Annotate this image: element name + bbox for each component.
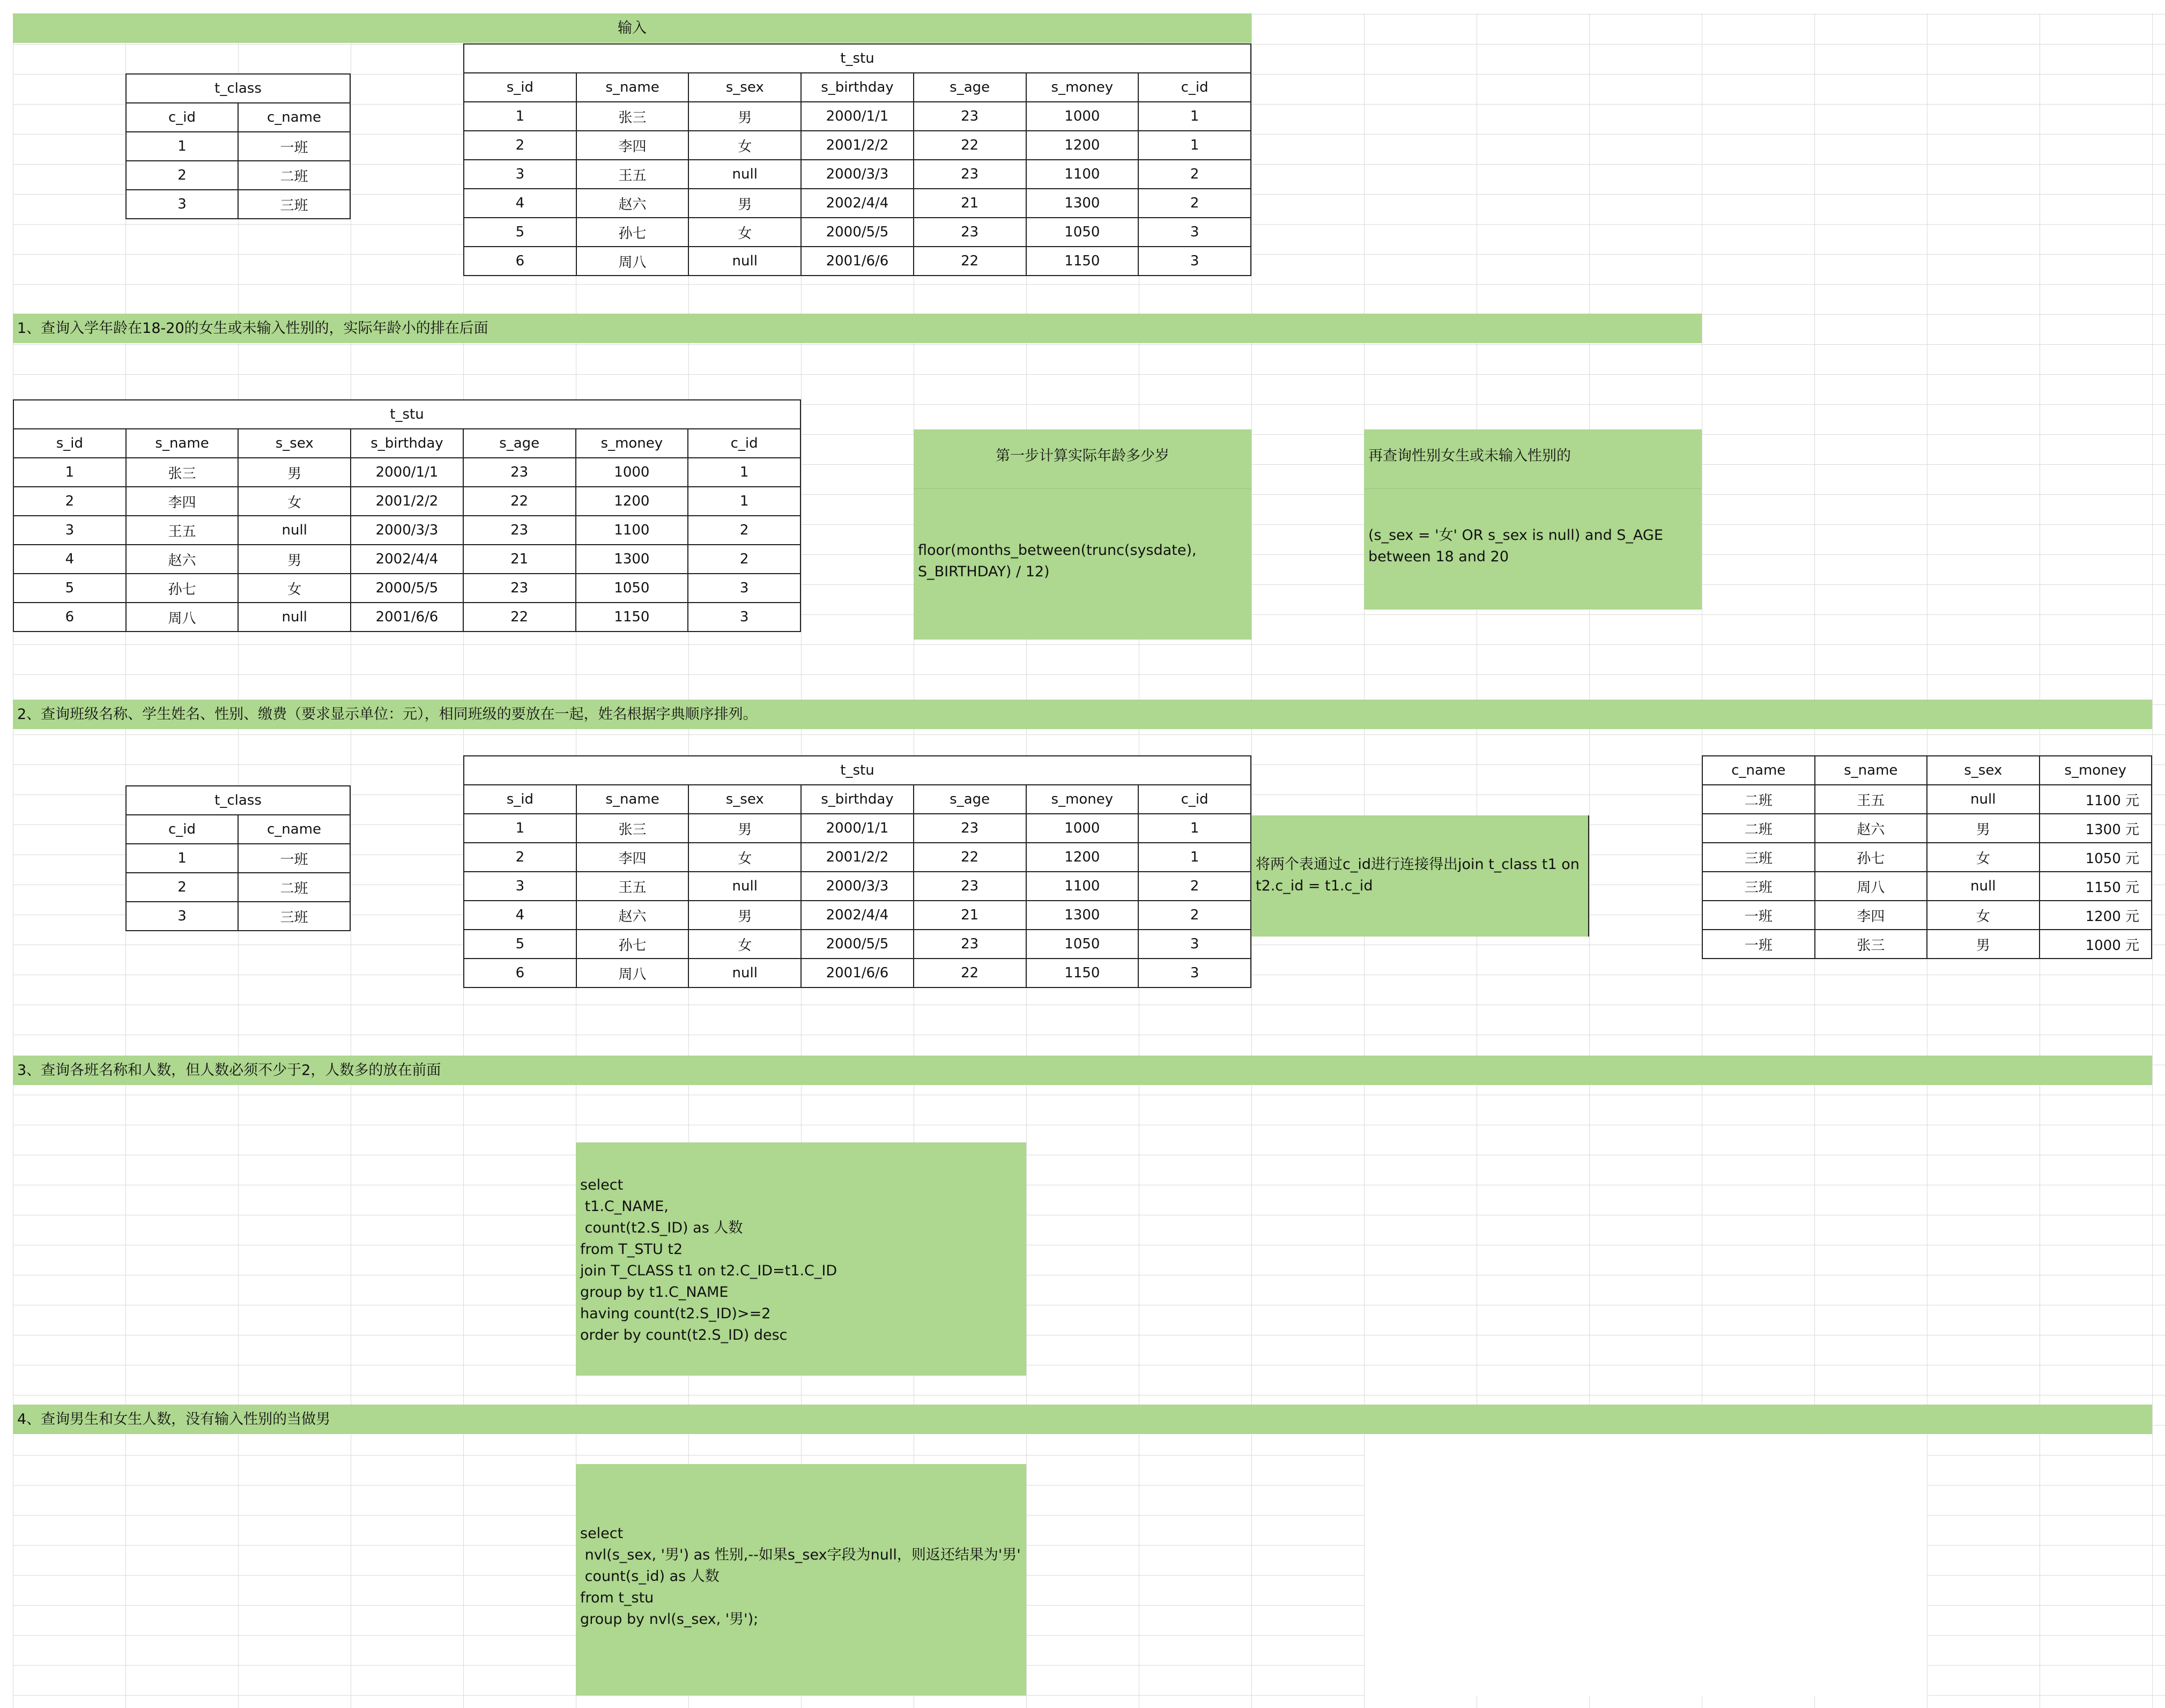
table-title-row <box>126 74 350 103</box>
input-section-title: 输入 <box>13 13 1251 43</box>
table-cell: 周八 <box>1815 872 1927 901</box>
table-cell: 孙七 <box>576 930 689 959</box>
column-header: s_name <box>576 73 689 102</box>
table-cell: 5 <box>13 574 126 603</box>
table-cell: 4 <box>13 545 126 574</box>
table-cell: 22 <box>463 603 576 632</box>
table-cell: 王五 <box>576 872 689 901</box>
table-row <box>1702 785 2152 814</box>
q1-step1-body-line2: S_BIRTHDAY) / 12) <box>918 563 1050 580</box>
table-cell: 三班 <box>238 190 350 219</box>
table-cell: 二班 <box>238 873 350 902</box>
t-stu-table-q1 <box>13 399 801 632</box>
table-cell: 女 <box>688 218 801 247</box>
table-row <box>13 487 800 516</box>
table-cell: 2000/1/1 <box>801 102 914 131</box>
table-cell: 二班 <box>238 161 350 190</box>
table-cell: 一班 <box>1702 901 1815 930</box>
table-row <box>464 930 1251 959</box>
q1-step2-body-line2: between 18 and 20 <box>1368 548 1509 565</box>
table-cell: 张三 <box>1815 930 1927 959</box>
t-stu-table-input <box>463 43 1251 276</box>
table-cell: 1150 <box>1026 247 1139 276</box>
table-cell: 21 <box>463 545 576 574</box>
column-header: s_birthday <box>801 73 914 102</box>
table-row <box>13 458 800 487</box>
table-cell: 一班 <box>238 844 350 873</box>
table-cell: 男 <box>1927 930 2040 959</box>
table-cell: 23 <box>463 458 576 487</box>
table-cell: 孙七 <box>576 218 689 247</box>
table-row <box>1702 814 2152 843</box>
table-title-row <box>464 756 1251 785</box>
column-header: s_id <box>464 73 576 102</box>
table-cell: 2 <box>1138 901 1251 930</box>
column-header: c_id <box>688 429 800 458</box>
table-cell: 5 <box>464 930 576 959</box>
t-class-title: t_class <box>126 74 350 103</box>
table-row <box>126 902 350 931</box>
t-class-table-input <box>125 73 351 219</box>
table-cell: 男 <box>1927 814 2040 843</box>
table-cell: 1 <box>464 814 576 843</box>
table-cell: 1200 元 <box>2040 901 2152 930</box>
q1-step1-title: 第一步计算实际年龄多少岁 <box>996 448 1169 464</box>
table-cell: 1100 <box>576 516 688 545</box>
table-row <box>126 161 350 190</box>
table-cell: 1 <box>1138 102 1251 131</box>
q4-title: 4、查询男生和女生人数，没有输入性别的当做男 <box>13 1405 2152 1434</box>
table-cell: 男 <box>688 189 801 218</box>
table-cell: 赵六 <box>576 901 689 930</box>
table-cell: 1050 <box>576 574 688 603</box>
table-row <box>126 844 350 873</box>
q2-join-note-line2: t2.c_id = t1.c_id <box>1256 878 1373 894</box>
table-cell: 1200 <box>576 487 688 516</box>
table-cell: 1200 <box>1026 131 1139 160</box>
column-header: s_birthday <box>801 785 914 814</box>
table-cell: 王五 <box>126 516 239 545</box>
q2-result-table <box>1702 755 2152 959</box>
q1-step2-title: 再查询性别女生或未输入性别的 <box>1368 448 1571 464</box>
table-cell: 女 <box>688 131 801 160</box>
table-cell: null <box>688 959 801 987</box>
table-cell: 1000 <box>576 458 688 487</box>
table-cell: 21 <box>914 901 1026 930</box>
q3-sql-box: select t1.C_NAME, count(t2.S_ID) as 人数 from T_STU t2 join T_CLASS t1 on t2.C_ID=t1.C_ID group by t1.C_NAME having count(t2.S_ID)>=2 order by count(t2.S_ID) desc <box>576 1142 1026 1376</box>
sheet-left-margin <box>0 0 13 1708</box>
table-cell: 男 <box>688 901 801 930</box>
table-cell: 1150 <box>1026 959 1139 987</box>
q1-step2-box <box>1364 429 1702 610</box>
q4-sql-box: select nvl(s_sex, '男') as 性别,--如果s_sex字段为null，则返还结果为'男' count(s_id) as 人数 from t_stu group by nvl(s_sex, '男'); <box>576 1464 1026 1696</box>
table-cell: 1100 <box>1026 872 1139 901</box>
table-cell: 6 <box>13 603 126 632</box>
table-cell: 2 <box>688 545 800 574</box>
column-header: s_id <box>13 429 126 458</box>
table-cell: 4 <box>464 901 576 930</box>
table-cell: 1 <box>464 102 576 131</box>
table-cell: 1100 元 <box>2040 785 2152 814</box>
table-cell: 23 <box>463 574 576 603</box>
table-cell: 23 <box>914 160 1026 189</box>
table-row <box>464 843 1251 872</box>
column-header: s_money <box>576 429 688 458</box>
table-row <box>126 132 350 161</box>
table-cell: 王五 <box>576 160 689 189</box>
table-cell: 2001/6/6 <box>351 603 463 632</box>
table-row <box>1702 843 2152 872</box>
table-cell: 2000/5/5 <box>801 930 914 959</box>
table-cell: 1300 <box>1026 189 1139 218</box>
q2-join-note <box>1251 815 1589 937</box>
column-header: s_id <box>464 785 576 814</box>
table-cell: 女 <box>1927 843 2040 872</box>
q2-title: 2、查询班级名称、学生姓名、性别、缴费（要求显示单位：元），相同班级的要放在一起，姓名根据字典顺序排列。 <box>13 700 2152 729</box>
table-row <box>464 131 1251 160</box>
table-header-row <box>13 429 800 458</box>
table-cell: 2 <box>1138 872 1251 901</box>
table-row <box>464 959 1251 987</box>
table-row <box>13 545 800 574</box>
table-cell: 3 <box>1138 959 1251 987</box>
table-cell: 23 <box>914 814 1026 843</box>
t-stu-title: t_stu <box>464 44 1251 73</box>
t-stu-table-q2 <box>463 755 1251 988</box>
table-cell: 2 <box>464 843 576 872</box>
table-cell: 1050 <box>1026 218 1139 247</box>
table-cell: 2 <box>1138 189 1251 218</box>
table-cell: 2001/2/2 <box>801 131 914 160</box>
table-cell: 1150 元 <box>2040 872 2152 901</box>
column-header: c_id <box>126 103 238 132</box>
q1-step2-body-line1: (s_sex = '女' OR s_sex is null) and S_AGE <box>1368 527 1663 544</box>
table-cell: 男 <box>688 814 801 843</box>
column-header: s_money <box>1026 73 1139 102</box>
sheet-top-margin <box>0 0 2165 13</box>
table-cell: null <box>688 247 801 276</box>
table-cell: 男 <box>688 102 801 131</box>
table-cell: 22 <box>914 247 1026 276</box>
column-header: s_age <box>914 73 1026 102</box>
table-cell: 1000 <box>1026 814 1139 843</box>
table-cell: 周八 <box>126 603 239 632</box>
table-cell: 三班 <box>1702 843 1815 872</box>
table-cell: 3 <box>126 902 238 931</box>
column-header: c_id <box>126 815 238 844</box>
table-cell: 李四 <box>576 131 689 160</box>
q1-step1-body-line1: floor(months_between(trunc(sysdate), <box>918 542 1197 559</box>
table-title-row <box>126 786 350 815</box>
table-cell: null <box>1927 785 2040 814</box>
column-header: s_name <box>576 785 689 814</box>
table-row <box>126 190 350 219</box>
table-cell: 1 <box>13 458 126 487</box>
table-cell: null <box>1927 872 2040 901</box>
table-cell: 2001/6/6 <box>801 959 914 987</box>
table-row <box>13 574 800 603</box>
table-cell: 21 <box>914 189 1026 218</box>
table-cell: 2000/1/1 <box>801 814 914 843</box>
column-header: s_sex <box>688 73 801 102</box>
table-cell: null <box>238 516 351 545</box>
table-cell: 2000/1/1 <box>351 458 463 487</box>
table-cell: 2002/4/4 <box>801 189 914 218</box>
column-header: s_age <box>914 785 1026 814</box>
table-cell: 6 <box>464 959 576 987</box>
table-cell: 周八 <box>576 959 689 987</box>
table-row <box>464 189 1251 218</box>
table-header-row <box>126 103 350 132</box>
table-cell: 孙七 <box>1815 843 1927 872</box>
table-cell: 三班 <box>238 902 350 931</box>
table-cell: 2 <box>13 487 126 516</box>
table-row <box>13 603 800 632</box>
table-row <box>464 814 1251 843</box>
table-cell: 李四 <box>576 843 689 872</box>
column-header: c_name <box>238 103 350 132</box>
table-cell: 23 <box>914 102 1026 131</box>
t-class-table-q2 <box>125 785 351 931</box>
table-cell: 6 <box>464 247 576 276</box>
table-cell: 1 <box>1138 131 1251 160</box>
table-cell: 3 <box>1138 218 1251 247</box>
table-cell: 三班 <box>1702 872 1815 901</box>
column-header: s_money <box>2040 756 2152 785</box>
column-header: s_sex <box>688 785 801 814</box>
column-header: c_name <box>238 815 350 844</box>
table-cell: 李四 <box>1815 901 1927 930</box>
table-cell: 一班 <box>238 132 350 161</box>
table-cell: 女 <box>688 843 801 872</box>
table-cell: 1300 <box>1026 901 1139 930</box>
table-cell: 22 <box>914 843 1026 872</box>
table-row <box>126 873 350 902</box>
table-cell: 3 <box>464 872 576 901</box>
table-cell: null <box>688 872 801 901</box>
table-cell: 1300 <box>576 545 688 574</box>
t-stu-title: t_stu <box>464 756 1251 785</box>
table-cell: 1050 <box>1026 930 1139 959</box>
table-cell: 2000/5/5 <box>801 218 914 247</box>
blank-region <box>1365 1435 1927 1696</box>
q3-title: 3、查询各班名称和人数，但人数必须不少于2，人数多的放在前面 <box>13 1056 2152 1085</box>
table-cell: 2000/5/5 <box>351 574 463 603</box>
column-header: c_id <box>1138 785 1251 814</box>
table-cell: 男 <box>238 545 351 574</box>
table-cell: 3 <box>688 574 800 603</box>
table-cell: 22 <box>463 487 576 516</box>
table-row <box>464 247 1251 276</box>
table-cell: null <box>238 603 351 632</box>
t-class-title: t_class <box>126 786 350 815</box>
table-cell: 1100 <box>1026 160 1139 189</box>
table-cell: 张三 <box>126 458 239 487</box>
table-cell: 2001/2/2 <box>801 843 914 872</box>
table-cell: 李四 <box>126 487 239 516</box>
q1-title: 1、查询入学年龄在18-20的女生或未输入性别的，实际年龄小的排在后面 <box>13 314 1702 343</box>
table-cell: 1050 元 <box>2040 843 2152 872</box>
table-header-row <box>464 73 1251 102</box>
table-header-row <box>464 785 1251 814</box>
table-cell: 2002/4/4 <box>351 545 463 574</box>
table-cell: 2000/3/3 <box>801 160 914 189</box>
table-row <box>1702 930 2152 959</box>
column-header: s_sex <box>238 429 351 458</box>
table-cell: 2002/4/4 <box>801 901 914 930</box>
table-cell: 赵六 <box>1815 814 1927 843</box>
table-cell: 23 <box>463 516 576 545</box>
table-cell: 2000/3/3 <box>801 872 914 901</box>
table-cell: 3 <box>464 160 576 189</box>
table-cell: 张三 <box>576 102 689 131</box>
table-cell: 二班 <box>1702 814 1815 843</box>
q1-step1-box <box>914 429 1251 640</box>
table-cell: 周八 <box>576 247 689 276</box>
table-cell: 2001/6/6 <box>801 247 914 276</box>
column-header: s_money <box>1026 785 1139 814</box>
table-cell: 1 <box>126 132 238 161</box>
table-cell: 4 <box>464 189 576 218</box>
table-cell: 一班 <box>1702 930 1815 959</box>
table-row <box>1702 872 2152 901</box>
table-cell: 2 <box>1138 160 1251 189</box>
column-header: s_sex <box>1927 756 2040 785</box>
table-cell: 女 <box>1927 901 2040 930</box>
table-cell: 5 <box>464 218 576 247</box>
table-cell: 1300 元 <box>2040 814 2152 843</box>
table-cell: null <box>688 160 801 189</box>
table-cell: 3 <box>1138 930 1251 959</box>
table-row <box>464 102 1251 131</box>
table-cell: 女 <box>688 930 801 959</box>
table-cell: 2 <box>688 516 800 545</box>
table-cell: 3 <box>688 603 800 632</box>
table-cell: 1 <box>1138 814 1251 843</box>
table-cell: 女 <box>238 487 351 516</box>
table-row <box>13 516 800 545</box>
table-header-row <box>126 815 350 844</box>
table-cell: 赵六 <box>126 545 239 574</box>
table-cell: 3 <box>1138 247 1251 276</box>
q2-join-note-line1: 将两个表通过c_id进行连接得出join t_class t1 on <box>1256 856 1580 873</box>
table-cell: 1 <box>688 458 800 487</box>
table-cell: 2 <box>464 131 576 160</box>
table-cell: 1000 元 <box>2040 930 2152 959</box>
table-cell: 赵六 <box>576 189 689 218</box>
table-cell: 男 <box>238 458 351 487</box>
table-cell: 1150 <box>576 603 688 632</box>
table-cell: 女 <box>238 574 351 603</box>
table-cell: 23 <box>914 872 1026 901</box>
column-header: s_birthday <box>351 429 463 458</box>
table-cell: 23 <box>914 218 1026 247</box>
column-header: s_age <box>463 429 576 458</box>
t-stu-title: t_stu <box>13 400 800 429</box>
table-row <box>464 901 1251 930</box>
table-row <box>464 160 1251 189</box>
table-cell: 1000 <box>1026 102 1139 131</box>
column-header: c_name <box>1702 756 1815 785</box>
table-title-row <box>13 400 800 429</box>
table-cell: 22 <box>914 131 1026 160</box>
column-header: s_name <box>126 429 239 458</box>
table-row <box>1702 901 2152 930</box>
table-cell: 孙七 <box>126 574 239 603</box>
table-cell: 3 <box>126 190 238 219</box>
table-cell: 2000/3/3 <box>351 516 463 545</box>
table-title-row <box>464 44 1251 73</box>
table-cell: 1 <box>1138 843 1251 872</box>
q1-step1-divider <box>914 488 1251 489</box>
table-row <box>464 218 1251 247</box>
table-cell: 2 <box>126 161 238 190</box>
table-cell: 1 <box>126 844 238 873</box>
table-cell: 23 <box>914 930 1026 959</box>
table-cell: 22 <box>914 959 1026 987</box>
table-header-row <box>1702 756 2152 785</box>
table-cell: 1200 <box>1026 843 1139 872</box>
q1-step2-divider <box>1364 488 1702 489</box>
column-header: c_id <box>1138 73 1251 102</box>
table-cell: 3 <box>13 516 126 545</box>
table-cell: 1 <box>688 487 800 516</box>
table-row <box>464 872 1251 901</box>
table-cell: 2001/2/2 <box>351 487 463 516</box>
table-cell: 2 <box>126 873 238 902</box>
table-cell: 二班 <box>1702 785 1815 814</box>
table-cell: 王五 <box>1815 785 1927 814</box>
column-header: s_name <box>1815 756 1927 785</box>
table-cell: 张三 <box>576 814 689 843</box>
